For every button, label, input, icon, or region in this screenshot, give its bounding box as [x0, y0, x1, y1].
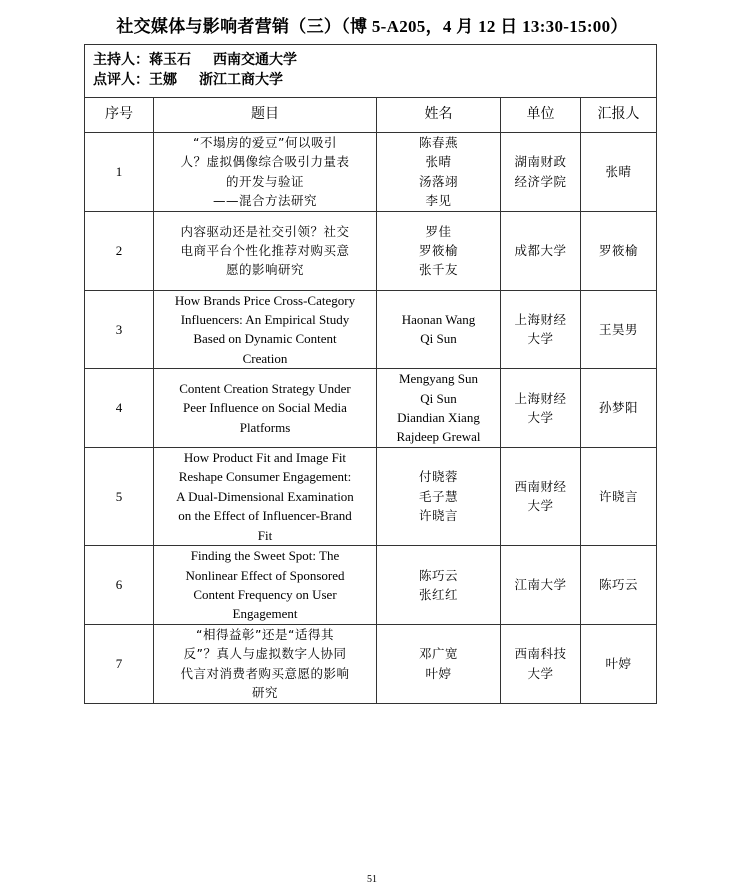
cell-names-line: Rajdeep Grewal — [396, 429, 481, 445]
page-title: 社交媒体与影响者营销（三）（博 5-A205，4 月 12 日 13:30-15:00） — [116, 17, 628, 36]
cell-title-line: Creation — [242, 350, 288, 366]
cell-presenter — [581, 545, 657, 624]
cell-no-text: 4 — [115, 400, 123, 416]
cell-title-line: 反”？真人与虚拟数字人协同 — [183, 646, 347, 662]
cell-presenter — [581, 447, 657, 545]
cell-unit-line: 大学 — [527, 665, 554, 681]
col-header-title: 题目 — [154, 98, 377, 133]
cell-no-text: 1 — [115, 164, 123, 180]
cell-no — [85, 290, 154, 369]
cell-title-line: Finding the Sweet Spot: The — [190, 548, 340, 564]
cell-unit — [501, 624, 581, 703]
cell-unit-line: 上海财经 — [514, 390, 567, 406]
cell-no-text: 5 — [115, 488, 123, 504]
cell-title-line: How Product Fit and Image Fit — [183, 449, 347, 465]
cell-title-line: Content Frequency on User — [193, 586, 337, 602]
cell-presenter-text: 陈巧云 — [599, 577, 639, 593]
cell-title-line: Reshape Consumer Engagement: — [178, 469, 352, 485]
cell-title-line: on the Effect of Influencer-Brand — [178, 508, 352, 524]
cell-title-line: “不塌房的爱豆”何以吸引 — [193, 135, 337, 150]
cell-presenter — [581, 624, 657, 703]
table-row — [85, 369, 657, 448]
cell-names — [377, 290, 501, 369]
cell-presenter-text: 王昊男 — [599, 321, 639, 337]
cell-no — [85, 447, 154, 545]
host-label: 主持人： — [93, 53, 149, 68]
cell-no — [85, 545, 154, 624]
cell-names — [377, 211, 501, 290]
reviewer-line — [93, 71, 648, 91]
cell-title-line: 人？虚拟偶像综合吸引力量表 — [180, 154, 350, 170]
cell-no-text: 6 — [115, 577, 123, 593]
cell-no-text: 3 — [115, 321, 123, 337]
cell-title-line: “相得益彰”还是“适得其 — [196, 626, 334, 642]
cell-presenter — [581, 211, 657, 290]
cell-title-line: Platforms — [239, 419, 291, 435]
host-name: 蒋玉石 — [149, 53, 191, 68]
cell-title-line: 愿的影响研究 — [225, 262, 304, 278]
cell-presenter-text: 许晓言 — [599, 488, 639, 504]
cell-title-line: 研究 — [251, 685, 278, 701]
cell-title-line: ——混合方法研究 — [212, 193, 317, 209]
table-row — [85, 211, 657, 290]
cell-title-line: Based on Dynamic Content — [193, 331, 337, 347]
col-header-presenter: 汇报人 — [581, 98, 657, 133]
cell-names-line: Diandian Xiang — [397, 410, 480, 426]
cell-unit — [501, 211, 581, 290]
cell-names-line: Haonan Wang — [401, 312, 476, 328]
cell-title — [154, 211, 377, 290]
host-org: 西南交通大学 — [213, 53, 297, 68]
cell-names-line: 叶婷 — [425, 665, 452, 681]
table-row — [85, 133, 657, 212]
cell-unit — [501, 545, 581, 624]
cell-presenter — [581, 290, 657, 369]
cell-no — [85, 211, 154, 290]
cell-title — [154, 624, 377, 703]
header-row — [85, 98, 657, 133]
cell-presenter-text: 孙梦阳 — [599, 400, 639, 416]
cell-names-line: 张晴 — [425, 154, 452, 170]
cell-unit — [501, 290, 581, 369]
reviewer-name: 王娜 — [149, 73, 177, 88]
col-header-no: 序号 — [85, 98, 154, 133]
cell-presenter-text: 张晴 — [605, 164, 632, 180]
cell-unit-line: 成都大学 — [514, 242, 567, 258]
cell-names — [377, 624, 501, 703]
cell-names-line: Qi Sun — [420, 331, 457, 347]
cell-no-text: 2 — [115, 242, 123, 258]
host-row — [85, 45, 657, 98]
schedule-table — [84, 44, 657, 704]
cell-unit-line: 经济学院 — [514, 173, 567, 189]
cell-names-line: 李见 — [425, 193, 452, 209]
cell-title-line: Content Creation Strategy Under — [179, 380, 351, 396]
cell-title-line: Peer Influence on Social Media — [183, 400, 347, 416]
cell-unit — [501, 447, 581, 545]
table-row — [85, 624, 657, 703]
cell-no — [85, 133, 154, 212]
cell-unit-line: 大学 — [527, 410, 554, 426]
table-row — [85, 447, 657, 545]
cell-names — [377, 447, 501, 545]
table-row — [85, 545, 657, 624]
cell-unit-line: 西南财经 — [514, 478, 567, 494]
reviewer-org: 浙江工商大学 — [199, 73, 283, 88]
cell-names-line: 付晓蓉 — [418, 469, 458, 485]
cell-names — [377, 545, 501, 624]
cell-names-line: 罗佳 — [425, 223, 452, 239]
cell-title — [154, 133, 377, 212]
cell-names-line: 张千友 — [418, 262, 458, 278]
cell-title-line: 电商平台个性化推荐对购买意 — [180, 242, 350, 258]
col-header-unit: 单位 — [501, 98, 581, 133]
cell-unit — [501, 369, 581, 448]
cell-unit-line: 西南科技 — [514, 646, 567, 662]
cell-names-line: Mengyang Sun — [398, 371, 479, 387]
cell-title-line: Influencers: An Empirical Study — [180, 312, 350, 328]
cell-names-line: Qi Sun — [420, 390, 457, 406]
cell-unit-line: 大学 — [527, 331, 554, 347]
cell-names-line: 张红红 — [418, 586, 458, 602]
cell-title — [154, 290, 377, 369]
cell-title — [154, 447, 377, 545]
cell-names-line: 邓广宽 — [418, 646, 458, 662]
cell-presenter-text: 罗筱榆 — [599, 242, 639, 258]
cell-names — [377, 369, 501, 448]
host-line — [93, 51, 648, 71]
cell-names-line: 罗筱榆 — [418, 242, 458, 258]
cell-unit-line: 大学 — [527, 498, 554, 514]
cell-names — [377, 133, 501, 212]
cell-title-line: Fit — [257, 527, 273, 543]
cell-title-line: Engagement — [232, 606, 298, 622]
cell-no — [85, 369, 154, 448]
reviewer-label: 点评人： — [93, 73, 149, 88]
host-info — [85, 45, 657, 98]
cell-presenter-text: 叶婷 — [605, 656, 632, 672]
cell-no — [85, 624, 154, 703]
cell-title-line: Nonlinear Effect of Sponsored — [185, 567, 345, 583]
cell-unit-line: 江南大学 — [514, 577, 567, 593]
cell-title-line: 的开发与验证 — [225, 173, 304, 189]
cell-names-line: 陈春燕 — [418, 135, 458, 150]
cell-unit — [501, 133, 581, 212]
cell-title-line: 代言对消费者购买意愿的影响 — [180, 665, 350, 681]
col-header-names: 姓名 — [377, 98, 501, 133]
cell-no-text: 7 — [115, 656, 123, 672]
cell-title-line: How Brands Price Cross-Category — [174, 292, 356, 308]
cell-presenter — [581, 369, 657, 448]
cell-unit-line: 上海财经 — [514, 312, 567, 328]
cell-names-line: 汤落翊 — [418, 173, 458, 189]
cell-names-line: 毛子慧 — [418, 488, 458, 504]
cell-names-line: 许晓言 — [418, 508, 458, 524]
cell-title-line: A Dual-Dimensional Examination — [176, 488, 354, 504]
cell-presenter — [581, 133, 657, 212]
cell-title — [154, 369, 377, 448]
table-row — [85, 290, 657, 369]
page-number: 51 — [367, 874, 377, 885]
cell-unit-line: 湖南财政 — [514, 154, 567, 170]
cell-title — [154, 545, 377, 624]
cell-title-line: 内容驱动还是社交引领？社交 — [180, 223, 350, 239]
cell-names-line: 陈巧云 — [418, 567, 458, 583]
